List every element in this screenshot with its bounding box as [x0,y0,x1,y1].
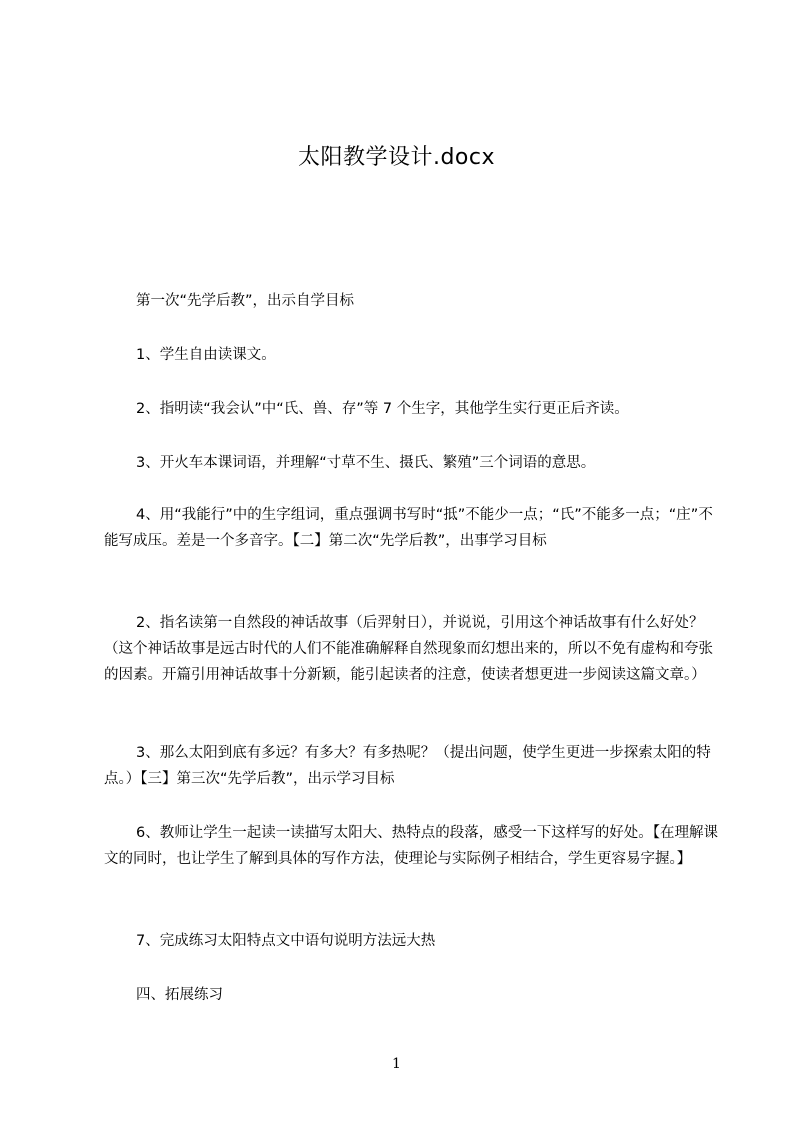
paragraph-2: 1、学生自由读课文。 [136,347,276,363]
paragraph-3: 2、指明读“我会认”中“氏、兽、存”等 7 个生字，其他学生实行更正后齐读。 [136,401,629,417]
paragraph-8: 6、教师让学生一起读一读描写太阳大、热特点的段落，感受一下这样写的好处。【在理解课文的同时，也让学生了解到具体的写作方法，使理论与实际例子相结合，学生更容易字握。】 [104,825,718,867]
paragraph-1: 第一次“先学后教”，出示自学目标 [136,293,355,309]
paragraph-5: 4、用“我能行”中的生字组词，重点强调书写时“抵”不能少一点；“氏”不能多一点；“庄”不能写成压。差是一个多音字。【二】第二次“先学后教”，出事学习目标 [104,507,713,549]
paragraph-6: 2、指名读第一自然段的神话故事（后羿射日），并说说，引用这个神话故事有什么好处？（这个神话故事是远古时代的人们不能准确解释自然现象而幻想出来的，所以不免有虚构和夸张的因素。开篇引用神话故事十分新颖，能引起读者的注意，使读者想更进一步阅读这篇文章。） [104,615,713,683]
paragraph-10: 四、拓展练习 [136,987,223,1003]
document-title: 太阳教学设计.docx [297,145,496,170]
page-number: 1 [392,1056,401,1072]
paragraph-9: 7、完成练习太阳特点文中语句说明方法远大热 [136,933,436,949]
paragraph-4: 3、开火车本课词语，并理解“寸草不生、摄氏、繁殖”三个词语的意思。 [136,455,596,471]
paragraph-7: 3、那么太阳到底有多远？有多大？有多热呢？（提出问题，使学生更进一步探索太阳的特点。）【三】第三次“先学后教”，出示学习目标 [104,745,711,787]
